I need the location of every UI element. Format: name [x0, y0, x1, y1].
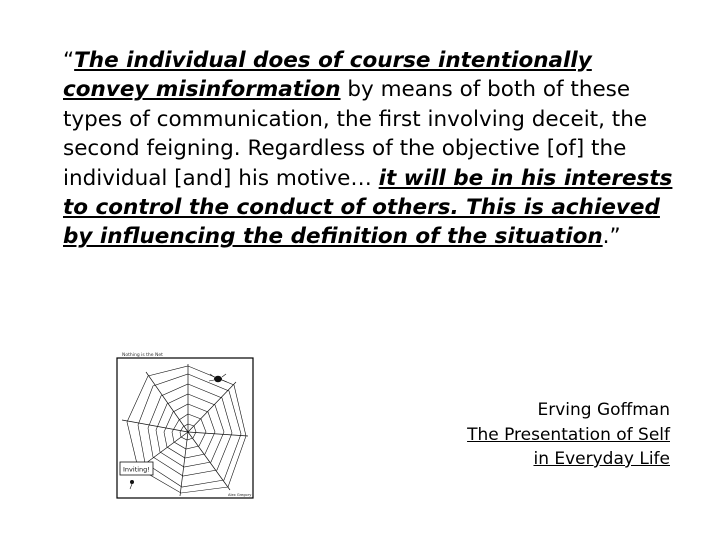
- spider: [214, 376, 222, 382]
- quote-emphasis-1: The individual does of course intentionally convey misinformation: [63, 48, 592, 103]
- book-title-line-2: in Everyday Life: [533, 449, 670, 469]
- quote-open-mark: “: [63, 48, 75, 73]
- book-title-line-1: The Presentation of Self: [467, 424, 670, 445]
- quote-text-1: by means of both of these types of communication, the first involving deceit, the second feigning. Regardless of the objective [of] the individual [and] his motive…: [63, 77, 648, 191]
- spider-web-cartoon: [110, 350, 260, 505]
- cartoon-signature: Alex Gregory: [228, 493, 252, 497]
- speech-text: Inviting!: [123, 465, 150, 474]
- cartoon-caption: Nothing is the Net: [122, 353, 163, 358]
- attribution: [467, 398, 670, 472]
- quote-close: .”: [602, 224, 621, 250]
- author-name: Erving Goffman: [537, 400, 670, 420]
- fly: [130, 480, 134, 484]
- quote-emphasis-2: it will be in his interests to control the conduct of others. This is achieved by influencing the definition of the situation: [63, 165, 673, 250]
- goffman-quote: [63, 46, 683, 252]
